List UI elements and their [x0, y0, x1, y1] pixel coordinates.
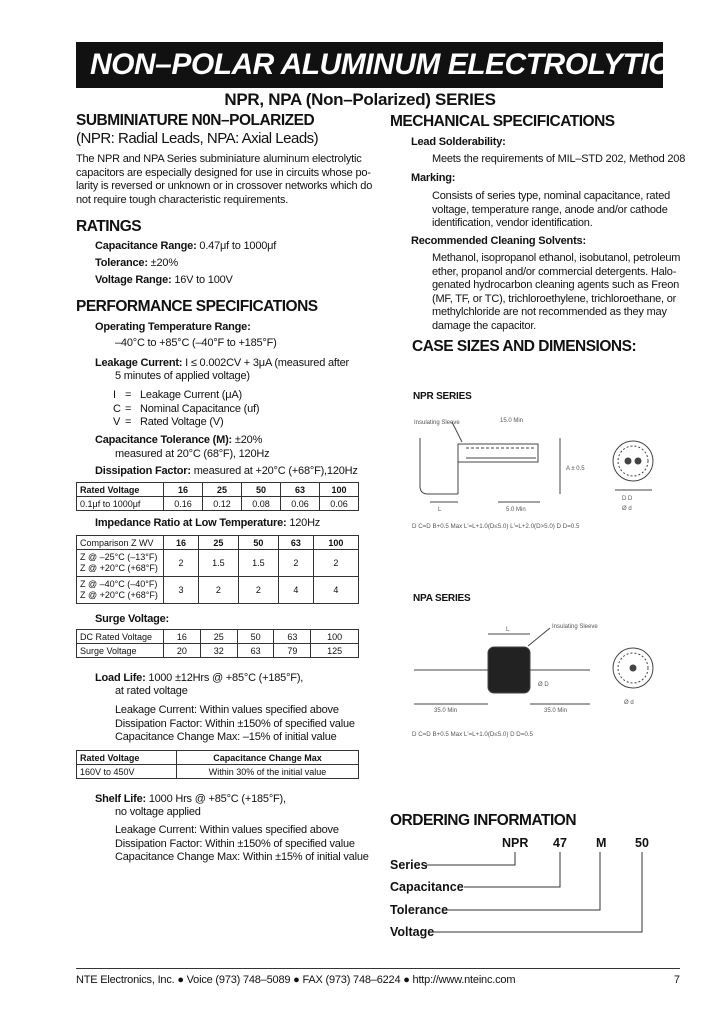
solder-label: Lead Solderability: [411, 136, 506, 148]
npr-body [420, 438, 458, 494]
solder-value: Meets the requirements of MIL–STD 202, Method 208 [432, 153, 686, 165]
order-code-tolerance: M [596, 836, 607, 850]
legend-desc: Rated Voltage (V) [140, 416, 224, 428]
table-cell: 50 [237, 630, 274, 644]
capacitance-range-value: 0.47μf to 1000μf [199, 240, 277, 252]
legend-eq: = [125, 402, 132, 415]
npr-dim-min-note: 5.0 Min [506, 507, 526, 513]
voltage-range-value: 16V to 100V [174, 274, 233, 286]
table-cell [77, 577, 164, 604]
impedance-ratio [95, 517, 320, 531]
table-cell: 1.5 [198, 550, 238, 577]
table-cell: 32 [200, 644, 237, 658]
table-cell: 50 [238, 536, 278, 550]
order-label-voltage: Voltage [390, 925, 435, 939]
intro-line: capacitors are especially designed for use in circuits whose po- [76, 166, 371, 179]
cleaning-line: (MF, TF, or TC), trichloroethylene, trichloroethane, or [432, 292, 677, 305]
footer-rule [76, 968, 680, 969]
table-cell: Comparison Z WV [77, 536, 164, 550]
intro-heading-1: SUBMINIATURE N0N–POLARIZED [76, 112, 315, 129]
table-row [77, 751, 359, 765]
table-cell: Within 30% of the initial value [177, 765, 359, 779]
npa-dim-min1-note: 35.0 Min [434, 708, 458, 714]
connector-voltage [432, 852, 642, 932]
load-life [95, 672, 303, 686]
npa-dim-l-note: L [506, 627, 510, 633]
npr-pin [635, 458, 641, 464]
cap-tolerance-value-2: measured at 20°C (68°F), 120Hz [115, 448, 270, 460]
shelf-life-label: Shelf Life: [95, 793, 146, 805]
table-cell: 0.12 [203, 497, 242, 511]
table-row [77, 483, 359, 497]
legend-row [113, 389, 259, 403]
cell-line: Z @ +20°C (+68°F) [80, 590, 158, 600]
shelf-life-value: 1000 Hrs @ +85°C (+185°F), [148, 793, 286, 805]
order-code-capacitance: 47 [553, 836, 567, 850]
load-life-label: Load Life: [95, 672, 146, 684]
npa-sleeve-note: Insulating Sleeve [552, 624, 598, 630]
op-temp-label: Operating Temperature Range: [95, 321, 251, 333]
npr-footer-note: D C=D B+0.5 Max L'=L+1.0(D≤5.0) L'=L+2.0(D>5.0) D D=0.5 [412, 523, 580, 530]
order-label-series: Series [390, 858, 428, 872]
cleaning-text [432, 252, 680, 333]
cleaning-label: Recommended Cleaning Solvents: [411, 235, 586, 247]
intro-paragraph [76, 153, 376, 207]
table-cell: 0.16 [164, 497, 203, 511]
capacitance-range [95, 240, 276, 254]
npa-outline [414, 628, 653, 704]
page-title-banner: NON–POLAR ALUMINUM ELECTROLYTIC [76, 42, 663, 88]
table-row [77, 630, 359, 644]
npr-outline [420, 422, 653, 502]
df-table [76, 482, 359, 511]
table-cell: 25 [203, 483, 242, 497]
dissipation-factor [95, 465, 358, 479]
table-cell: 25 [198, 536, 238, 550]
table-cell: 3 [164, 577, 199, 604]
table-cell: 2 [313, 550, 358, 577]
table-cell [77, 550, 164, 577]
df-label: Dissipation Factor: [95, 465, 191, 477]
list-item: Leakage Current: Within values specified above [115, 824, 339, 836]
cap-tolerance [95, 434, 262, 448]
npa-dim-d-note: Ø D [538, 682, 549, 688]
npr-body-rect [458, 444, 538, 462]
cleaning-line: Methanol, isopropanol ethanol, isobutanol, petroleum [432, 252, 681, 264]
connector-capacitance [464, 852, 560, 887]
df-value: measured at +20°C (+68°F),120Hz [193, 465, 358, 477]
npa-series-label: NPA SERIES [413, 593, 471, 604]
table-cell: 2 [164, 550, 199, 577]
connector-tolerance [446, 852, 600, 910]
voltage-range [95, 274, 233, 288]
legend-desc: Leakage Current (μA) [140, 389, 242, 401]
table-cell: 4 [278, 577, 313, 604]
npr-end-view [613, 441, 653, 481]
performance-heading: PERFORMANCE SPECIFICATIONS [76, 298, 318, 315]
marking-label: Marking: [411, 172, 456, 184]
tolerance-label: Tolerance: [95, 257, 148, 269]
table-cell: 0.1μf to 1000μf [77, 497, 164, 511]
tolerance [95, 257, 178, 271]
table-cell: 50 [242, 483, 281, 497]
order-code-voltage: 50 [635, 836, 649, 850]
table-cell: 2 [198, 577, 238, 604]
op-temp-value: –40°C to +85°C (–40°F to +185°F) [115, 337, 277, 349]
cap-change-table [76, 750, 359, 779]
legend-row [113, 416, 259, 430]
series-title: NPR, NPA (Non–Polarized) SERIES [224, 90, 496, 109]
shelf-life-value-2: no voltage applied [115, 806, 201, 818]
npr-series-label: NPR SERIES [413, 391, 472, 402]
ratings-heading: RATINGS [76, 218, 142, 235]
table-cell: Surge Voltage [77, 644, 164, 658]
table-row [77, 577, 359, 604]
capacitance-range-label: Capacitance Range: [95, 240, 197, 252]
list-item: Capacitance Change Max: –15% of initial value [115, 731, 337, 743]
table-row [77, 536, 359, 550]
legend-eq: = [125, 389, 132, 401]
cleaning-line: damage the capacitor. [432, 319, 537, 332]
legend-sym: V [113, 416, 121, 428]
table-cell: Rated Voltage [77, 483, 164, 497]
table-cell: 25 [200, 630, 237, 644]
npr-dim-l-note: L [438, 507, 442, 513]
list-item: Capacitance Change Max: Within ±15% of initial value [115, 851, 369, 863]
npa-dim-d2-note: Ø d [624, 700, 634, 706]
table-cell: DC Rated Voltage [77, 630, 164, 644]
npr-sleeve-note: Insulating Sleeve [414, 420, 460, 426]
cell-line: Z @ +20°C (+68°F) [80, 563, 158, 573]
npr-dim-d2-note: Ø d [622, 506, 632, 512]
table-cell: 63 [237, 644, 274, 658]
npa-diagram [410, 612, 670, 742]
load-life-value: 1000 ±12Hrs @ +85°C (+185°F), [148, 672, 304, 684]
table-cell: 16 [164, 483, 203, 497]
intro-line: not require tough characteristic requirements. [76, 193, 289, 206]
cleaning-line: methylchloride are not recommended as they may [432, 306, 667, 318]
table-cell: 0.06 [320, 497, 359, 511]
npr-end-inner [618, 446, 648, 476]
legend-sym: I [113, 389, 116, 401]
page-number: 7 [673, 974, 680, 986]
cap-tolerance-value: ±20% [234, 434, 263, 446]
legend-eq: = [125, 416, 132, 428]
ordering-connectors [380, 850, 680, 945]
case-heading: CASE SIZES AND DIMENSIONS: [412, 338, 637, 355]
table-cell: 0.08 [242, 497, 281, 511]
npa-body [488, 647, 530, 693]
table-cell: 125 [311, 644, 359, 658]
table-cell: 1.5 [238, 550, 278, 577]
load-life-items [115, 704, 355, 745]
tolerance-value: ±20% [150, 257, 178, 269]
cap-tolerance-label: Capacitance Tolerance (M): [95, 434, 233, 446]
table-cell: 100 [320, 483, 359, 497]
table-row [77, 497, 359, 511]
surge-table [76, 629, 359, 658]
npr-dim-b-note: 15.0 Min [500, 418, 524, 424]
legend-sym: C [113, 402, 121, 415]
table-cell: 16 [164, 630, 201, 644]
npr-pin [625, 458, 631, 464]
table-cell: 79 [274, 644, 311, 658]
npr-diagram [410, 408, 670, 533]
intro-heading-2: (NPR: Radial Leads, NPA: Axial Leads) [76, 130, 319, 147]
list-item: Leakage Current: Within values specified above [115, 704, 339, 716]
order-label-capacitance: Capacitance [390, 880, 464, 894]
intro-line: The NPR and NPA Series subminiature aluminum electrolytic [76, 153, 362, 165]
leakage-value-2: 5 minutes of applied voltage) [115, 370, 250, 382]
mechanical-heading: MECHANICAL SPECIFICATIONS [390, 113, 615, 130]
list-item: Dissipation Factor: Within ±150% of specified value [115, 837, 355, 850]
leakage-value: I ≤ 0.002CV + 3μA (measured after [185, 357, 349, 369]
table-cell: 0.06 [281, 497, 320, 511]
cleaning-line: ether, propanol and/or commercial detergents. Halo- [432, 265, 677, 278]
leakage-current [95, 357, 349, 371]
table-row [77, 550, 359, 577]
table-cell: Rated Voltage [77, 751, 177, 765]
connector-series [426, 852, 515, 865]
marking-line: voltage, temperature range, anode and/or cathode [432, 203, 668, 216]
table-row [77, 765, 359, 779]
npa-dim-min2-note: 35.0 Min [544, 708, 568, 714]
leakage-legend [113, 389, 259, 430]
table-cell: 16 [164, 536, 199, 550]
table-cell: 2 [278, 550, 313, 577]
intro-line: larity is reversed or unknown or in crossover networks which do [76, 180, 373, 192]
npa-pin [630, 665, 636, 671]
marking-text [432, 190, 670, 231]
impedance-table [76, 535, 359, 604]
table-cell: 20 [164, 644, 201, 658]
table-cell: 100 [311, 630, 359, 644]
npa-sleeve-pointer [528, 628, 550, 646]
voltage-range-label: Voltage Range: [95, 274, 172, 286]
table-cell: Capacitance Change Max [177, 751, 359, 765]
npr-dim-d-note: D D [622, 496, 633, 502]
table-cell: 2 [238, 577, 278, 604]
shelf-life-items [115, 824, 369, 865]
table-cell: 160V to 450V [77, 765, 177, 779]
leakage-label: Leakage Current: [95, 357, 183, 369]
legend-desc: Nominal Capacitance (uf) [140, 402, 260, 415]
imp-value: 120Hz [289, 517, 321, 529]
table-row [77, 644, 359, 658]
load-life-value-2: at rated voltage [115, 685, 188, 697]
order-code-series: NPR [502, 836, 529, 850]
ordering-heading: ORDERING INFORMATION [390, 812, 577, 829]
surge-label: Surge Voltage: [95, 613, 170, 625]
list-item: Dissipation Factor: Within ±150% of specified value [115, 717, 355, 730]
marking-line: identification, vendor identification. [432, 217, 593, 229]
cell-line: Z @ –25°C (–13°F) [80, 552, 158, 562]
legend-row [113, 403, 259, 417]
marking-line: Consists of series type, nominal capacitance, rated [432, 190, 671, 202]
npr-dim-a-note: A ± 0.5 [566, 466, 585, 472]
cleaning-line: genated hydrocarbon cleaning agents such as Freon [432, 279, 680, 291]
footer-contact: NTE Electronics, Inc. ● Voice (973) 748–5089 ● FAX (973) 748–6224 ● http://www.nteinc.com [76, 974, 516, 986]
shelf-life [95, 793, 286, 807]
table-cell: 63 [281, 483, 320, 497]
table-cell: 100 [313, 536, 358, 550]
table-cell: 63 [278, 536, 313, 550]
imp-label: Impedance Ratio at Low Temperature: [95, 517, 287, 529]
order-label-tolerance: Tolerance [390, 903, 449, 917]
cell-line: Z @ –40°C (–40°F) [80, 579, 158, 589]
table-cell: 4 [313, 577, 358, 604]
npa-footer-note: D C=D B+0.5 Max L'=L+1.0(D≤5.0) D D=0.5 [412, 731, 533, 738]
table-cell: 63 [274, 630, 311, 644]
